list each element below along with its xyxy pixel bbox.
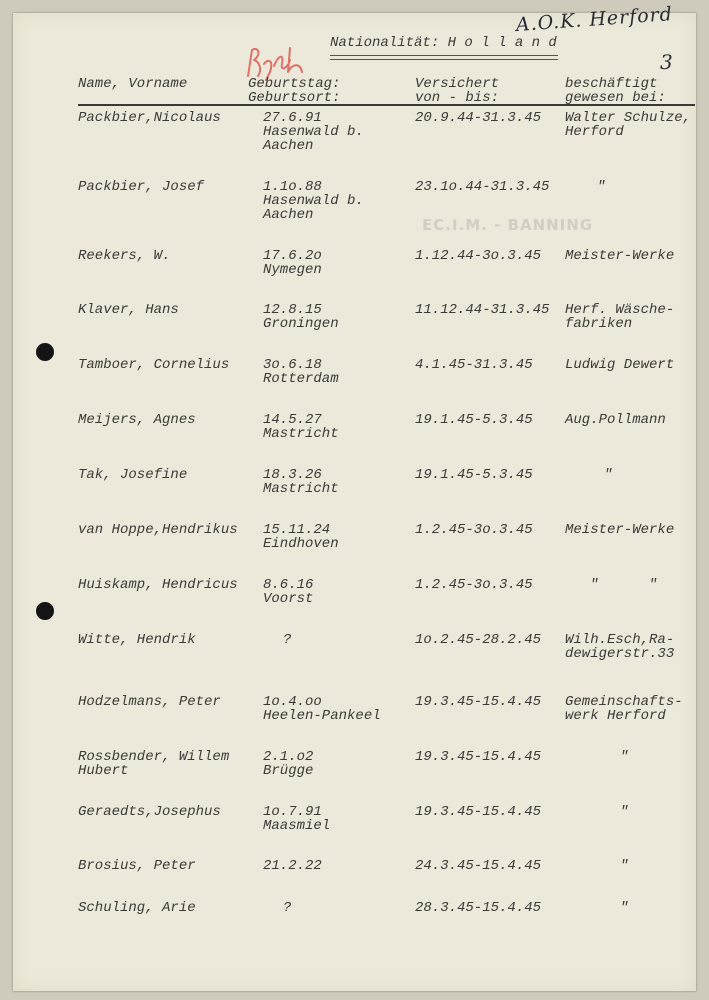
employer-cell: " — [620, 900, 629, 916]
employer-cell: " — [620, 749, 629, 765]
employer-cell: " " — [590, 577, 658, 593]
employer-cell: " — [597, 179, 606, 195]
employer-cell: Herf. Wäsche- fabriken — [565, 302, 675, 332]
insured-cell: 1.12.44-3o.3.45 — [415, 248, 542, 264]
insured-cell: 1.2.45-3o.3.45 — [415, 577, 533, 593]
employer-cell: Meister-Werke — [565, 522, 675, 538]
punch-hole — [36, 602, 54, 620]
employer-cell: " — [620, 804, 629, 820]
insured-cell: 19.1.45-5.3.45 — [415, 467, 533, 483]
birth-cell: 15.11.24 Eindhoven — [263, 522, 339, 552]
name-cell: Huiskamp, Hendricus — [78, 577, 238, 593]
name-cell: Hodzelmans, Peter — [78, 694, 221, 710]
birth-cell: 1o.4.oo Heelen-Pankeel — [263, 694, 381, 724]
name-cell: Brosius, Peter — [78, 858, 196, 874]
birth-cell: ? — [283, 900, 292, 916]
name-cell: Geraedts,Josephus — [78, 804, 221, 820]
employer-cell: Walter Schulze, Herford — [565, 110, 692, 140]
birth-cell: 27.6.91 Hasenwald b. Aachen — [263, 110, 364, 154]
name-cell: Meijers, Agnes — [78, 412, 196, 428]
employer-cell: Meister-Werke — [565, 248, 675, 264]
name-cell: Tamboer, Cornelius — [78, 357, 230, 373]
insured-cell: 19.3.45-15.4.45 — [415, 749, 542, 765]
header-rule — [78, 104, 695, 106]
employer-cell: " — [620, 858, 629, 874]
page-title: Nationalität: H o l l a n d — [330, 35, 557, 51]
name-cell: Packbier,Nicolaus — [78, 110, 221, 126]
employer-cell: Aug.Pollmann — [565, 412, 666, 428]
birth-cell: 21.2.22 — [263, 858, 322, 874]
employer-cell: " — [604, 467, 613, 483]
birth-cell: 8.6.16 Voorst — [263, 577, 314, 607]
birth-cell: 2.1.o2 Brügge — [263, 749, 314, 779]
employer-cell: Gemeinschafts- werk Herford — [565, 694, 683, 724]
birth-cell: 1.1o.88 Hasenwald b. Aachen — [263, 179, 364, 223]
insured-cell: 28.3.45-15.4.45 — [415, 900, 542, 916]
insured-cell: 19.3.45-15.4.45 — [415, 694, 542, 710]
column-header-birth: Geburtstag: Geburtsort: — [248, 76, 341, 106]
name-cell: van Hoppe,Hendrikus — [78, 522, 238, 538]
insured-cell: 24.3.45-15.4.45 — [415, 858, 542, 874]
title-underline — [330, 55, 558, 60]
name-cell: Reekers, W. — [78, 248, 171, 264]
name-cell: Rossbender, Willem Hubert — [78, 749, 230, 779]
birth-cell: ? — [283, 632, 292, 648]
insured-cell: 20.9.44-31.3.45 — [415, 110, 542, 126]
insured-cell: 23.1o.44-31.3.45 — [415, 179, 550, 195]
handwritten-office-note: A.O.K. Herford — [515, 3, 674, 36]
insured-cell: 19.1.45-5.3.45 — [415, 412, 533, 428]
birth-cell: 18.3.26 Mastricht — [263, 467, 339, 497]
employer-cell: Ludwig Dewert — [565, 357, 675, 373]
birth-cell: 17.6.2o Nymegen — [263, 248, 322, 278]
birth-cell: 14.5.27 Mastricht — [263, 412, 339, 442]
name-cell: Packbier, Josef — [78, 179, 205, 195]
birth-cell: 3o.6.18 Rotterdam — [263, 357, 339, 387]
insured-cell: 19.3.45-15.4.45 — [415, 804, 542, 820]
birth-cell: 12.8.15 Groningen — [263, 302, 339, 332]
column-header-name: Name, Vorname — [78, 76, 188, 92]
faint-stamp: EC.I.M. - BANNING — [422, 216, 594, 234]
punch-hole — [36, 343, 54, 361]
name-cell: Klaver, Hans — [78, 302, 179, 318]
insured-cell: 1.2.45-3o.3.45 — [415, 522, 533, 538]
column-header-insured: Versichert von - bis: — [415, 76, 500, 106]
insured-cell: 11.12.44-31.3.45 — [415, 302, 550, 318]
name-cell: Tak, Josefine — [78, 467, 188, 483]
paper-sheet — [13, 13, 696, 991]
column-header-employer: beschäftigt gewesen bei: — [565, 76, 666, 106]
page-number: 3 — [660, 50, 673, 74]
insured-cell: 4.1.45-31.3.45 — [415, 357, 533, 373]
birth-cell: 1o.7.91 Maasmiel — [263, 804, 331, 834]
employer-cell: Wilh.Esch,Ra- dewigerstr.33 — [565, 632, 675, 662]
name-cell: Schuling, Arie — [78, 900, 196, 916]
insured-cell: 1o.2.45-28.2.45 — [415, 632, 542, 648]
name-cell: Witte, Hendrik — [78, 632, 196, 648]
